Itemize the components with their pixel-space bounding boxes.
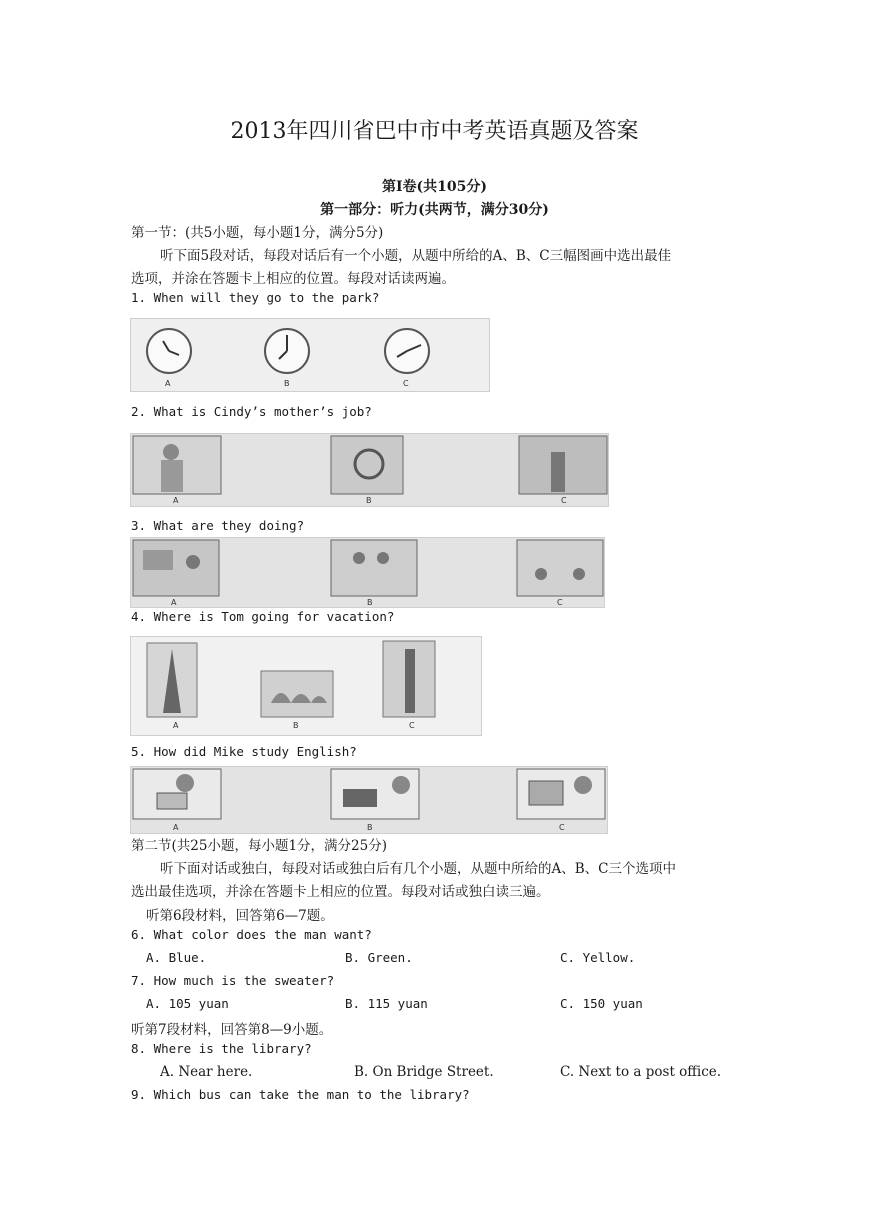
option-b-label: B	[284, 379, 290, 388]
question-7-option-b: B. 115 yuan	[345, 996, 428, 1011]
question-4-images	[130, 636, 482, 736]
material-7: 听第7段材料，回答第8—9小题。	[131, 1022, 333, 1038]
question-9: 9. Which bus can take the man to the library?	[131, 1087, 470, 1102]
question-7-option-a: A. 105 yuan	[146, 996, 229, 1011]
option-b-label: B	[366, 496, 372, 505]
question-1: 1. When will they go to the park?	[131, 290, 380, 305]
question-6-option-b: B. Green.	[345, 950, 413, 965]
question-3-images	[130, 537, 605, 608]
question-6-option-c: C. Yellow.	[560, 950, 636, 965]
question-8-option-a: A. Near here.	[160, 1064, 253, 1080]
question-8-option-c: C. Next to a post office.	[560, 1064, 722, 1080]
page-title: 2013年四川省巴中市中考英语真题及答案	[230, 119, 639, 144]
question-2: 2. What is Cindy’s mother’s job?	[131, 404, 372, 419]
question-1-images	[130, 318, 490, 392]
question-4: 4. Where is Tom going for vacation?	[131, 609, 395, 624]
option-a-label: A	[173, 721, 179, 730]
material-6: 听第6段材料，回答第6—7题。	[146, 908, 334, 924]
section1-heading: 第一节：(共5小题，每小题1分，满分5分)	[131, 225, 384, 241]
question-7-option-c: C. 150 yuan	[560, 996, 643, 1011]
question-8-option-b: B. On Bridge Street.	[354, 1064, 494, 1080]
option-a-label: A	[171, 598, 177, 607]
question-5: 5. How did Mike study English?	[131, 744, 357, 759]
clock-icons	[131, 319, 489, 391]
question-2-images	[130, 433, 609, 507]
section2-heading: 第二节(共25小题，每小题1分，满分25分)	[131, 838, 387, 854]
section1-instruction-1: 听下面5段对话，每段对话后有一个小题，从题中所给的A、B、C三幅图画中选出最佳	[160, 248, 672, 264]
question-6: 6. What color does the man want?	[131, 927, 372, 942]
section2-instruction-2: 选出最佳选项，并涂在答题卡上相应的位置。每段对话或独白读三遍。	[131, 884, 550, 900]
option-c-label: C	[557, 598, 563, 607]
landmark-illustrations	[131, 637, 481, 735]
question-5-images	[130, 766, 608, 834]
question-8: 8. Where is the library?	[131, 1041, 312, 1056]
option-b-label: B	[367, 598, 373, 607]
volume-heading: 第Ⅰ卷(共105分)	[381, 179, 488, 195]
option-a-label: A	[165, 379, 171, 388]
activity-illustrations	[131, 538, 604, 607]
option-b-label: B	[293, 721, 299, 730]
section1-instruction-2: 选项，并涂在答题卡上相应的位置。每段对话读两遍。	[131, 271, 455, 287]
question-3: 3. What are they doing?	[131, 518, 305, 533]
option-c-label: C	[559, 823, 565, 832]
part-heading: 第一部分：听力(共两节，满分30分)	[320, 202, 549, 218]
question-6-option-a: A. Blue.	[146, 950, 207, 965]
option-a-label: A	[173, 823, 179, 832]
option-c-label: C	[561, 496, 567, 505]
option-c-label: C	[409, 721, 415, 730]
option-a-label: A	[173, 496, 179, 505]
option-c-label: C	[403, 379, 409, 388]
section2-instruction-1: 听下面对话或独白，每段对话或独白后有几个小题，从题中所给的A、B、C三个选项中	[160, 861, 676, 877]
option-b-label: B	[367, 823, 373, 832]
question-7: 7. How much is the sweater?	[131, 973, 335, 988]
